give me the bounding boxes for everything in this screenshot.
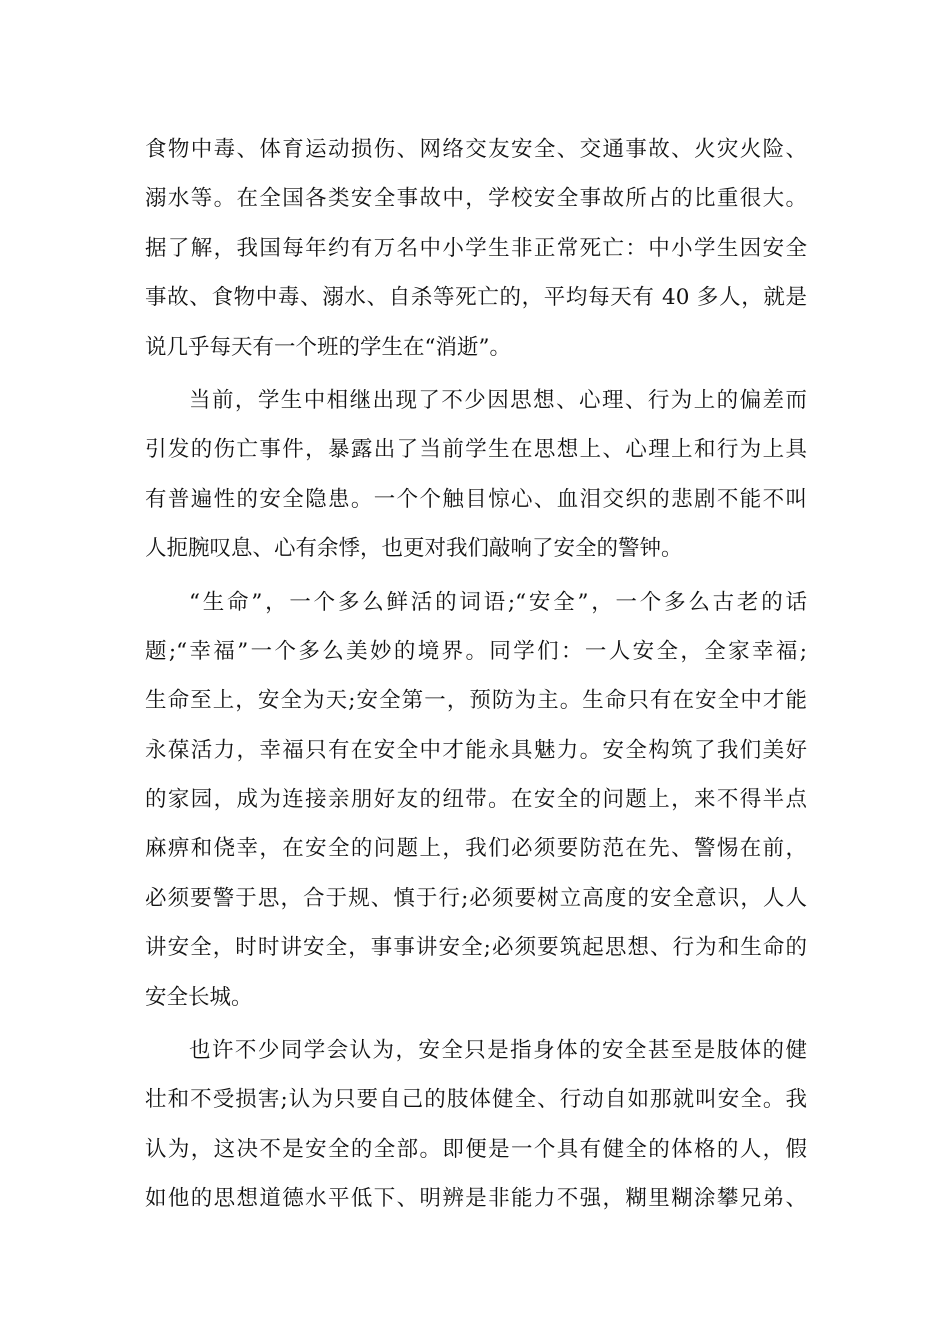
text-line: 引发的伤亡事件，暴露出了当前学生在思想上、心理上和行为上具	[145, 437, 807, 463]
text-line: 生命至上，安全为天;安全第一，预防为主。生命只有在安全中才能	[145, 688, 807, 714]
text-line: 安全长城。	[145, 984, 253, 1010]
text-line: 必须要警于思，合于规、慎于行;必须要树立高度的安全意识，人人	[145, 885, 807, 911]
text-line: 人扼腕叹息、心有余悸，也更对我们敲响了安全的警钟。	[145, 536, 683, 562]
text-line: 讲安全，时时讲安全，事事讲安全;必须要筑起思想、行为和生命的	[145, 935, 807, 961]
text-line: 的家园，成为连接亲朋好友的纽带。在安全的问题上，来不得半点	[145, 787, 807, 813]
text-line: 认为，这决不是安全的全部。即便是一个具有健全的体格的人，假	[145, 1136, 807, 1162]
text-line: 壮和不受损害;认为只要自己的肢体健全、行动自如那就叫安全。我	[145, 1087, 807, 1113]
text-line: 事故、食物中毒、溺水、自杀等死亡的，平均每天有 40 多人，就是	[145, 285, 807, 311]
text-line: 溺水等。在全国各类安全事故中，学校安全事故所占的比重很大。	[145, 186, 807, 212]
text-line: 麻痹和侥幸，在安全的问题上，我们必须要防范在先、警惕在前，	[145, 836, 807, 862]
text-line: 永葆活力，幸福只有在安全中才能永具魅力。安全构筑了我们美好	[145, 737, 807, 763]
text-line: 说几乎每天有一个班的学生在“消逝”。	[145, 334, 511, 360]
text-line: 也许不少同学会认为，安全只是指身体的安全甚至是肢体的健	[189, 1038, 807, 1064]
paragraph-2	[145, 376, 807, 574]
text-line: 据了解，我国每年约有万名中小学生非正常死亡：中小学生因安全	[145, 235, 807, 261]
text-line: 题;“幸福”一个多么美妙的境界。同学们：一人安全，全家幸福;	[145, 638, 807, 664]
text-line: 有普遍性的安全隐患。一个个触目惊心、血泪交织的悲剧不能不叫	[145, 486, 807, 512]
paragraph-1	[145, 125, 807, 372]
paragraph-4	[145, 1026, 807, 1224]
paragraph-3	[145, 578, 807, 1023]
text-line: 如他的思想道德水平低下、明辨是非能力不强，糊里糊涂攀兄弟、	[145, 1186, 807, 1212]
text-line: “生命”，一个多么鲜活的词语;“安全”，一个多么古老的话	[189, 589, 807, 615]
text-line: 当前，学生中相继出现了不少因思想、心理、行为上的偏差而	[189, 387, 807, 413]
document-body	[145, 125, 807, 1224]
text-line: 食物中毒、体育运动损伤、网络交友安全、交通事故、火灾火险、	[145, 137, 807, 162]
